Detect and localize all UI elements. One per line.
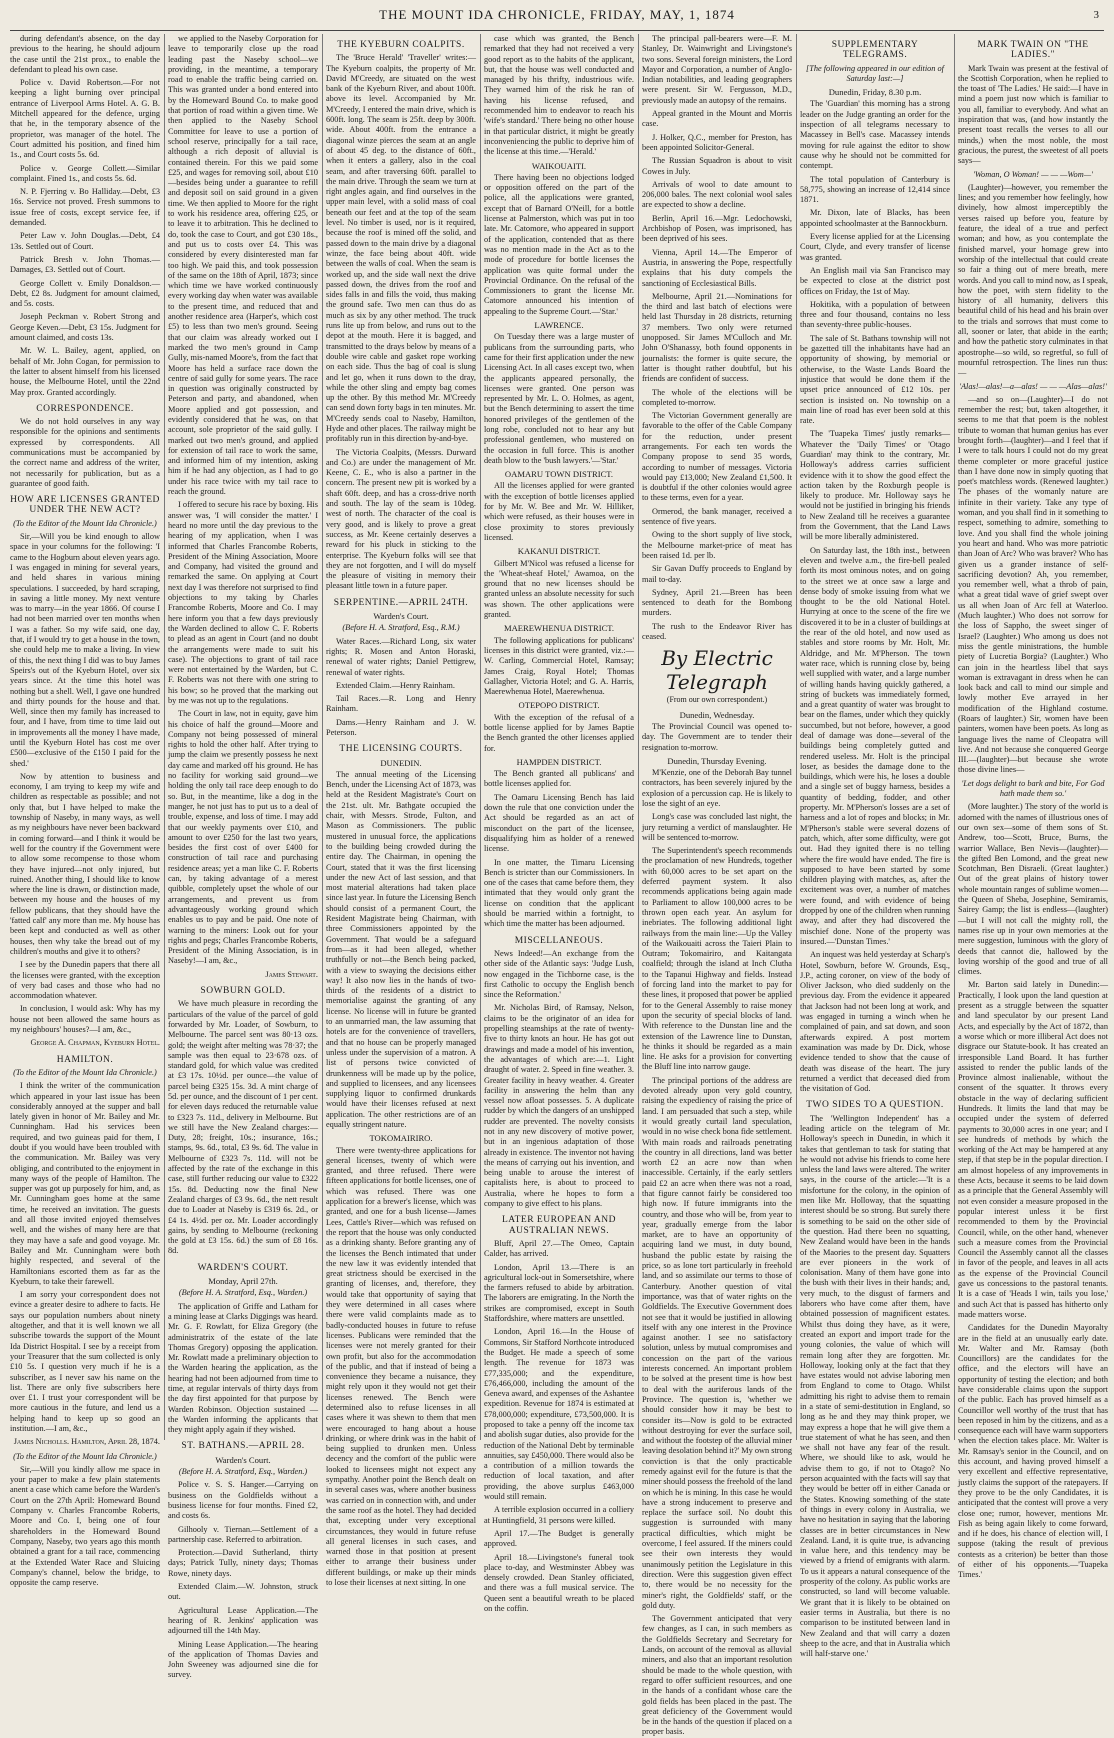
section-subheading: Dunedin, Wednesday. xyxy=(679,709,755,720)
paragraph: The principal pall-bearers were—F. M. Stanley, Dr. Wainwright and Livingstone's two sons. Several foreign ministers, the Lord Mayor and Corporation, a number of Anglo-Indian notabilities, and leading geographers were present. Sir W. Fergusson, M.D., previously made an autopsy of the remains. xyxy=(642,34,792,105)
column-divider xyxy=(638,34,639,1440)
article-headline: SERPENTINE.—APRIL 24TH. xyxy=(333,597,469,608)
article-headline: THE LICENSING COURTS. xyxy=(339,744,463,755)
paragraph: Now by attention to business and economy, I am trying to keep my wife and children as respectable as possible; and not only that, but I have helped to make the township of Naseby, in many ways, as well as my neighbours have never been backward in coming forward—and I think it would be well for the country if the Government were to allow some recompense to those whom they have injured—not only injured, but ruined. Another thing, I should like to know where the line is drawn, or distinction made, between my house and the houses of my fellow publicans, that they should have the 'fatted calf' any more than me. My house has been kept and conducted as well as other houses, then why take the bread out of my children's mouths and give it to others? xyxy=(10,771,160,956)
editorial-note: (Before H. A. Stratford, Esq., Warden.) xyxy=(178,1288,308,1298)
paragraph: Agricultural Lease Application.—The hearing of R. Jenkins' application was adjourned till the 14th May. xyxy=(168,1605,318,1636)
paragraph: Gilbert M'Nicol was refused a license for the 'Wheat-sheaf Hotel,' Awamoa, on the ground that no new licenses should be granted unless an absolute necessity for such was shown. The other applications were granted. xyxy=(484,558,634,620)
paragraph: we applied to the Naseby Corporation for leave to temporarily close up the road leading past the Naseby school—we providing, in the meantime, a temporary road to enable the traffic being carried on. This was granted under a bond entered into by the Homeward Bound Co. to make good that portion of road within a given time. We then applied to the Naseby School Committee for leave to use a portion of school reserve, principally for a tail race, although a rich deposit of alluvial is contained therein. For this we paid some £25, and wages for removing soil, about £10—besides being under a guarantee to refill and deposit soil on said ground in a given time. We then applied to Moore for the right to work his residence area, offering £25, or to leave it to arbitration. This he declined to do, took the case to Court, and got £30 18s., and put us to costs over £4. This was considered by every disinterested man far too high. We paid this, and took possession of the same on the 18th of April, 1873; since which time we have worked continuously every working day when water was available to the present time, and reduced that and another residence area (Harper's, which cost £5) to less than two men's ground. Seeing that our claim was already worked out I marked the two men's ground in Camp Gully, mis-named Moore's, from the fact that Moore has held a surface race down the centre of said gully for some years. The race in question was originally constructed by Peterson and party, and abandoned, when Moore applied and got possession, and evidently considered that he was, on that account, sole proprietor of the said gully. I marked out two men's ground, and applied for extension of tail race to work the same, and informed him of my intention, asking him if he had any objection, as I had to go under his race twice with my tail race to reach the ground. xyxy=(168,34,318,497)
paragraph: Police v. S. S. Hanger.—Carrying on business on the Goldfields without a business license for four months. Fined £2, and costs 6s. xyxy=(168,1480,318,1521)
column-6 xyxy=(800,34,950,1659)
article-headline: THE KYEBURN COALPITS. xyxy=(337,40,465,50)
column-7 xyxy=(958,34,1108,1580)
section-subheading: DUNEDIN. xyxy=(380,757,422,768)
article-headline: HOW ARE LICENSES GRANTED UNDER THE NEW ACT? xyxy=(10,495,160,516)
paragraph: The Government anticipated that very few changes, as I can, in such members as the Goldfields Secretary and Secretary for Lands, on account of the removal as alluvial miners, and also that an important resolution should be made to the whole question, with regard to offer sufficient resources, and one in the hands of a confidant whose care the gold fields has been placed in the past. The great deficiency of the Government would be in the hands of the question if placed on a proper basis. xyxy=(642,1614,792,1737)
paragraph: Ormerod, the bank manager, received a sentence of five years. xyxy=(642,506,792,527)
article-headline: MISCELLANEOUS. xyxy=(514,935,604,946)
section-subheading: Warden's Court. xyxy=(215,1454,271,1465)
paragraph: The 'Bruce Herald' 'Traveller' writes:—The Kyeburn coalpits, the property of Mr. David M'Creedy, are situated on the west bank of the Kyeburn River, and about 100ft. above its level. Accompanied by Mr. M'Creedy, I entered the main drive, which is 600ft. long. The seam is 25ft. deep by 300ft. wide. About 400ft. from the entrance a diagonal winze pierces the seam at an angle of about 45 deg. to the distance of 60ft., when it enters a gallery, also in the coal seam, and after traversing 60ft. parallel to the main drive. Through the seam we turn at right angles again, and find ourselves in the upper main level, with a solid mass of coal beneath our feet and at the top of the seam level. No timber is used, nor is it required, because the roof is mined off the solid, and passed down to the main drive by a diagonal winze, the face being about 40ft. wide between the walls of coal. When the seam is worked up, and the side wall next the drive passed down, the drives from the roof and sides falls in and fills the void, thus making the ground safe. Two men can thus do as much as six by any other method. The truck runs lite up from below, and runs out to the depot at the mouth. Here it is bagged, and transmitted to the drays below by means of a double wire cable and gasket rope working on each side. Thus the bag of coal is slung and let go, when it runs down to the dray, while the other sling and empty bag comes up the other. By this method Mr. M'Creedy can send down forty bags in ten minutes. Mr. M'Creedy sends coal to Naseby, Hamilton, Hyde and other places. The railway might be profitably run in this direction by-and-bye. xyxy=(326,53,476,444)
editorial-note: 'Let dogs delight to bark and bite, For God hath made them so.' xyxy=(961,778,1105,799)
paragraph: George Collett v. Emily Donaldson.—Debt, £2 8s. Judgment for amount claimed, and 5s. costs. xyxy=(10,278,160,309)
paragraph: Berlin, April 16.—Mgr. Ledochowski, Archbishop of Posen, was imprisoned, has been deprived of his sees. xyxy=(642,213,792,244)
column-1 xyxy=(10,34,161,1588)
paragraph: Mr. Dixon, late of Blacks, has been appointed schoolmaster at the Bannockburn. xyxy=(800,208,950,228)
paragraph: Sir,—Will you be kind enough to allow space in your columns for the following: 'I came to the Hogburn about eleven years ago. I was engaged in mining for several years, and held shares in various mining speculations. I succeeded, by hard scraping, in saving a little money. My next venture was to marry—in the year 1866. Of course I had not been married over ten months when I was a father. So my wife said, one day, that, if I would try to get a house in the town, she could help me to make a living. In view of this, the next thing I did was to buy James Speirs's out of the Kyeburn Hotel, over six years since. At the time this hotel was nothing but a shell. Well, I gave one hundred and thirty pounds for the house and that. Well, since then my family has increased to four, and I have, from time to time laid out in improvements all the money I have made, until the Kyeburn Hotel has cost me over £500—exclusive of the £150 I paid for the shed.' xyxy=(10,532,161,768)
paragraph: A terrible explosion occurred in a colliery at Huntingfield, 31 persons were killed. xyxy=(484,1505,634,1525)
paragraph: The 'Wellington Independent' has a leading article on the telegram of Mr. Holloway's speech in Dunedin, in which it takes that gentleman to task for stating that he would not advise his friends to come here unless the land laws were altered. The writer says, in the course of the article:—'It is a misfortune for the colony, in the opinion of men like Mr. Holloway, that the squatting interest should be so strong. But surely there is something to be said on the other side of the question. Had there been no squatting, New Zealand would have been in the hands of the Maories to the present day. Squatters are ever pioneers in the work of colonisation. Many of them have gone into the bush with their lives in their hands; and, very much, to the disgust of farmers and laborers who have come after them, have obtained possession of magnificent estates. Whilst thus doing they have, as it were, created an export and import trade for the young colonies, the value of which will remain long after they are forgotten. Mr. Holloway, looking only at the fact that they have estates would not advise laboring men from England to come to Otago. Whilst admitting his right to advise them to remain in a state of semi-destitution in England, so long as he and they may think proper, we may express a hope that he will give them a true statement of what he has seen, and then we shall not have any fear of the result. Where, we should like to ask, would he advise them to go, if not to Otago? No person acquainted with the facts will say that they would be better off in either Canada or the States. Knowing something of the state of things in every colony in Australia, we have no hesitation in saying that the laboring classes are in better circumstances in New Zealand. Land, it is quite true, is advancing in value here, and this tendency may be viewed by a friend of emigrants with alarm. To us it appears a natural consequence of the prosperity of the colony. As public works are constructed, so land will become valuable. We grant that it is likely to be obtained on easier terms in Australia, but there is no comparison to be instituted between land in New Zealand and that will carry a dozen sheep to the acre, and that in Australia which will half-starve one.' xyxy=(800,1113,950,1659)
editorial-note: (To the Editor of the Mount Ida Chronicle.) xyxy=(13,518,157,528)
telegraph-banner: By Electric Telegraph xyxy=(661,646,773,695)
paragraph: Protection.—David Sutherland, thirty days; Patrick Tully, ninety days; Thomas Rowe, ninety days. xyxy=(168,1548,318,1578)
column-divider xyxy=(480,34,481,1440)
paragraph: Tail Races.—R. Long and Henry Rainham. xyxy=(326,694,476,714)
article-headline: ST. BATHANS.—APRIL 28. xyxy=(181,1441,305,1452)
paragraph: Gilhooly v. Tiernan.—Settlement of a partnership case. Referred to arbitration. xyxy=(168,1524,318,1544)
paragraph: Mr. Nicholas Bird, of Ramsay, Nelson, claims to be the originator of an idea for propelling steamships at the rate of twenty-five to thirty knots an hour. He has got out drawings and made a model of his invention, the advantages of which are:—1. Light draught of water. 2. Speed in fine weather. 3. Greater facility in heavy weather. 4. Greater facility in answering the helm than any vessel now afloat possesses. 5. A duplicate rudder by which the dangers of an unshipped rudder are prevented. The novelty consists not in any new discovery of motive power, but in an ingenious adaptation of those already in existence. The inventor not having the means of carrying out his invention, and being unable to arouse the interest of capitalists here, is about to proceed to Australia, where he hopes to form a company to give effect to his plans. xyxy=(484,1003,634,1209)
paragraph: With the exception of the refusal of a bottle license applied for by James Baptie the Bench granted the other licenses applied for. xyxy=(484,712,634,753)
paragraph: The following applications for publicans' licenses in this district were granted, viz.:—W. Carling, Commercial Hotel, Ramsay; James Craig, Royal Hotel; Thomas Gallagher, Victoria Hotel; and G. A. Harris, Maerewhenua Hotel, Maerewhenua. xyxy=(484,635,634,697)
editorial-note: [The following appeared in our edition of Saturday last:—] xyxy=(806,63,944,83)
article-headline: WARDEN'S COURT. xyxy=(197,1262,289,1273)
article-headline: HAMILTON. xyxy=(56,1054,114,1065)
paragraph: Extended Claim.—W. Johnston, struck out. xyxy=(168,1582,318,1602)
editorial-note: (Before H. A. Stratford, Esq., R.M.) xyxy=(342,623,460,633)
paragraph: April 17.—The Budget is generally approved. xyxy=(484,1528,634,1549)
paragraph: (Laughter)—however, you remember the lines; and you remember how feelingly, how divinely, how almost imperceptibly the verses raised up before you, feature by feature, the ideal of a true and perfect woman; and how, as you contemplate the finished marvel, your homage grew into worship of the intellectual that could create so fair a thing out of mere breath, mere words. And you call to mind now, as I speak, how the poet, with stern fidelity to the history of all humanity, delivers this beautiful child of his head and his brain over to the trials and sorrows that must come to all, sooner or later, that abide in the earth; and how the pathetic story culminates in that apostrophe—so wild, so regretful, so full of mournful retrospection. The lines run thus:— xyxy=(958,182,1108,378)
paragraph: Long's case was concluded last night, the jury returning a verdict of manslaughter. He will be sentenced to-morrow. xyxy=(642,812,792,842)
paragraph: —and so on—(Laughter)—I do not remember the rest; but, taken altogether, it seems to me that that poem is the noblest tribute to woman that human genius has ever brought forth—(laughter)—and I feel that if I were to talk hours I could not do my great theme completer or more graceful justice than I have done now in simply quoting that poet's matchless words. (Renewed laughter.) The phases of the womanly nature are infinite in their variety. Take any type of woman, and you shall find in it something to respect, something to admire, something to love. And you shall find the whole joining you heart and hand. Who was more patriotic than Joan of Arc? Who was braver? Who has given us a grander instance of self-sacrificing devotion? Ah, you remember, you remember well, what a throb of pain, what a great tidal wave of grief swept over us all when Joan of Arc fell at Waterloo. (Much laughter.) Who does not sorrow for the loss of Sappho, the sweet singer of Israel? (Laughter.) Who among us does not miss the gentle ministrations, the humble piety of Lucretia Borgia? (Laughter.) Who can join in the heartless libel that says woman is extravagant in dress when he can look back and call to mind our simple and lowly mother Eve arrayed in her modification of the Highland costume. (Roars of laughter.) Sir, women have been painters, women have been poets. As long as language lives the name of Cleopatra will live. And not because she conquered George III.—(laughter)—but because she wrote those divine lines— xyxy=(958,394,1108,775)
paragraph: The Superintendent's speech recommends the proclamation of new Hundreds, together with 60,000 acres to be set apart on the deferred payment system. It also recommends applications being again made to Parliament to allow 100,000 acres to be thrown open each year. An asylum for inebriates. The following additional light railways from the main line:—Up the Valley of the Waikouaiti across the Taieri Plain to Outram; Tokomairiro, and Kaitangata coalfield; through the island at Inch Clutha to the Tapanui Highway and fields. Instead of forcing land into the market to pay for these lines, it proposed that power be applied for to the General Assembly to raise money upon the security of special blocks of land. With reference to the Dunstan line and the extension of the Lawrence line to Dunstan, he thinks it should be regarded as a main line. He asks for a provision for converting the Bluff line into narrow gauge. xyxy=(642,846,792,1072)
paragraph: The principal portions of the address are devoted already upon very gold country, raising the expediency of raising the price of land. I am persuaded that such a step, while it would greatly curtail land speculation, would in no wise check bona fide settlement. With main roads and railroads penetrating the country in all directions, land was better worth £2 an acre now than when inaccessible. Certainly, if the early settlers paid £2 an acre when there was not a road, that figure cannot fairly be considered too high now. If future immigrants into the country, and those who will be, from year to year, gradually emerge from the labor market, are to have an opportunity of acquiring land we must, in duty bound, husband the public estate by raising the price, so as lone tort particularly in freehold land, and so assimilate our terms to those of Canterbury. Another question of vital importance, was that of water rights on the Goldfields. The Executive Government does not see that it would be justified in allowing itself with any one interest in the Province against another. I see no satisfactory solution, unless by mutual compromises and concession on the part of the various interests concerned. An important problem to be solved at the present time is how best to deal with the auriferous lands of the Province. The question is, 'whether we should consider how it may be best to consider its—Now is gold to be extracted without destroying for ever the surface soil, and without the footstep of the alluvial miner leaving desolation behind it?' My own strong conviction is that the only practicable remedy against evil for the future is that the miner should possess the freehold of the land on which he is mining. In this case he would have a strong inducement to preserve and replace the surface soil. No doubt this suggestion is surrounded with many practical difficulties, which might be overcome, I feel assured. If the miners could see their own interests they would unanimously petition the Legislature in this direction. Were this suggestion given effect to, there would be no necessity for the miner's right, the Goldfields' staff, or the gold duty. xyxy=(642,1075,793,1610)
paragraph: The Victorian Government generally are favorable to the offer of the Cable Company for the reduction, under present arrangements. For each ten words the Company propose to send 35 words, according to number of messages. Victoria would pay £13,000; New Zealand £1,500. It is doubtful if the other colonies would agree to these terms, even for a year. xyxy=(642,411,792,503)
paragraph: Owing to the short supply of live stock, the Melbourne market-price of meat has been raised 1d. per lb. xyxy=(642,530,792,560)
paragraph: Vienna, April 14.—The Emperor of Austria, in answering the Pope, respectfully explains that his duty compels the sanctioning of Ecclesiastical Bills. xyxy=(642,247,792,288)
article-headline: CORRESPONDENCE. xyxy=(36,403,134,414)
paragraph: J. Holker, Q.C., member for Preston, has been appointed Solicitor-General. xyxy=(642,132,792,152)
column-5 xyxy=(642,34,793,1737)
paragraph: The application of Griffe and Latham for a mining lease at Clarks Diggings was heard. Mr. G. F. Rowlatt, for Eliza Gregory (the administratrix of the estate of the late Thomas Gregory) opposing the application. Mr. Rowlatt made a preliminary objection to the Warden hearing the application, as the hearing had not been adjourned from time to time, at regular intervals of thirty days from the day first appointed for that purpose by Warden Robinson. Objection sustained — the Warden informing the applicants that they might apply again if they wished. xyxy=(168,1301,318,1435)
paragraph: London, April 16.—In the House of Commons, Sir Stafford Northcote introduced the Budget. He made a speech of some length. The revenue for 1873 was £77,335,000; and the expenditure, £76,466,000, including the amount of the Geneva award, and expenses of the Ashantee expedition. Revenue for 1874 is estimated at £78,000,000; expenditure, £73,500,000. It is proposed to take a penny off the income tax and abolish sugar duties, also provide for the reduction of the National Debt by terminable annuities, say £450,000. There would also be a contribution of a million towards the reduction of local taxation, and after providing, the above surplus £463,000 would still remain. xyxy=(484,1327,634,1502)
paragraph: Police v. George Collett.—Similar complaint. Fined 1s., and costs 5s. 6d. xyxy=(10,163,160,183)
paragraph: An English mail via San Francisco may be expected to close at the district post offices on Friday, the 1st of May. xyxy=(800,265,950,296)
paragraph: I see by the Dunedin papers that there all the licenses were granted, with the exception of very bad cases and those who had no accommodation whatever. xyxy=(10,960,160,1001)
article-headline: TWO SIDES TO A QUESTION. xyxy=(806,1100,944,1111)
paragraph: We have much pleasure in recording the particulars of the value of the parcel of gold forwarded by Mr. Loader, of Sowburn, to Melbourne. The parcel sent was 80·13 ozs. gold; the weight after melting was 78·37; the sample was then equal to 23·678 ozs. of standard gold, for which value was credited at £3 17s. 10½d. per ounce—the value of parcel being £325 15s. 3d. A mint charge of 5d. per ounce, and the discount of 1 per cent. for eleven days reduced the returnable value to £323 7s. 11d., delivery in Melbourne. But we still have the New Zealand charges:—Duty, 28; freight, 10s.; insurance, 16s.; stamps, 9s. 6d., total, £3 9s. 6d. The value in Melbourne of £323 7s. 11d. will not be affected by the rate of the exchange in this case, still further reducing our value to £322 15s. 8d. Deducting now the final New Zealand charges of £3 9s. 6d., the nett result due to Loader at Naseby is £319 6s. 2d., or £4 1s. 4½d. per oz. Mr. Loader accordingly gains, by sending to Melbourne (reckoning the gold at £3 15s. 6d.) the sum of £8 16s. 8d. xyxy=(168,999,318,1256)
paragraph: Patrick Bresh v. John Thomas.—Damages, £3. Settled out of Court. xyxy=(10,254,160,275)
paragraph: I think the writer of the communication which appeared in your last issue has been considerably annoyed at the supper and ball lately given in honor of Mr. Bailey and Mr. Cunningham. Had his services been required, and two guineas paid for them, I doubt if you would have been troubled with the communication. Mr. Bailey was very obliging, and contributed to the enjoyment in many ways of the people of Hamilton. The supper was got up purposely for him, and, as Mr. Cunningham goes home at the same time, he received an invitation. The guests and all those invited enjoyed themselves well, and the wishes of many here are that they may have a safe and good voyage. Mr. Bailey and Mr. Cunningham were both highly respected, and several of the Hamiltonians escorted them as far as the Kyeburn, to take their farewell. xyxy=(10,1081,161,1286)
column-divider xyxy=(796,34,797,1440)
paragraph: Arrivals of wool to date amount to 206,000 bales. The next colonial wool sales are expected to show a decline. xyxy=(642,179,792,210)
paragraph: The Bench granted all publicans' and bottle licenses applied for. xyxy=(484,769,634,789)
column-4 xyxy=(484,34,634,1614)
paragraph: An inquest was held yesterday at Scharp's Hotel, Sowburn, before W. Grounds, Esq., J.P., acting coroner, on view of the body of Oliver Jackson, who died suddenly on the previous day. From the evidence it appeared that Jackson had not been long at work, and was engaged in turning a winch when he complained of pain, and sat down, and soon afterwards expired. A post mortem examination was made by Dr. Dick, whose evidence tended to show that the cause of death was disease of the heart. The jury returned a verdict that deceased died from the visitation of God. xyxy=(800,950,950,1094)
paragraph: Police v. David Robertson.—For not keeping a light burning over principal entrance of Liverpool Arms Hotel. A. G. B. Mitchell appeared for the defence, urging that he, in the temporary absence of the proprietor, was manager of the hotel. The Court admitted his position, and fined him 1s., and Court costs 5s. 6d. xyxy=(10,78,160,160)
editorial-note: (To the Editor of the Mount Ida Chronicle.) xyxy=(13,1067,157,1077)
section-subheading: OTEPOPO DISTRICT. xyxy=(518,700,600,711)
signature: James Stewart. xyxy=(265,969,318,979)
paragraph: I offered to secure his race by boxing. His answer was, 'I will consider the matter.' I heard no more until the day previous to the hearing of my application, when I was informed that Charles Francombe Roberts, President of the Mining Association, Moore and Company, had visited the ground and remarked the same. On applying at Court next day I was therefore not surprised to find objections to my taking by Charles Francombe Roberts, Moore and Co. I may here inform you that a few days previously the Warden declined to allow C. F. Roberts to plead as an agent in Court (and no doubt the arrangements were made to suit his case). The objections to grant of tail race were not entertained by the Warden, but C. F. Roberts was not there with one string to his bow; so he proved that the marking out by me was not up to the regulations. xyxy=(168,500,318,705)
paragraph: Appeal granted in the Mount and Morris case. xyxy=(642,109,792,129)
paragraph: All the licenses applied for were granted with the exception of bottle licenses applied for by Mr. W. Bee and Mr. W. Hilliker, which were refused, as their houses were in close proximity to stores previously licensed. xyxy=(484,481,634,542)
article-headline: LATER EUROPEAN AND AUSTRALIAN NEWS. xyxy=(501,1215,617,1236)
paragraph: Hokitika, with a population of between three and four thousand, contains no less than seventy-three public-houses. xyxy=(800,299,950,330)
section-subheading: LAWRENCE. xyxy=(534,320,584,331)
paragraph: Extended Claim.—Henry Rainham. xyxy=(336,680,455,690)
paragraph: The total population of Canterbury is 58,775, showing an increase of 12,414 since 1871. xyxy=(800,174,950,205)
paragraph: In conclusion, I would ask: Why has my house not been allowed the same hours as my neighbours' houses?—I am, &c., xyxy=(10,1004,160,1035)
masthead xyxy=(0,0,1114,30)
paragraph: The Victoria Coalpits, (Messrs. Durward and Co.) are under the management of Mr. Keene, C. E., who is also a partner in the concern. The present new pit is worked by a shaft 60ft. deep, and has a cross-drive north and south. The lay of the seam is 10deg. west of north. The character of the coal is very good, and is likely to prove a great success, as Mr. Keene certainly deserves a reward for his pluck in sticking to the enterprise. The Kyeburn folks will see that they are not forgotten, and I will do myself the pleasure of visiting in memory their pleasant little town in a future paper. xyxy=(326,447,476,591)
section-subheading: HAMPDEN DISTRICT. xyxy=(516,756,602,767)
section-subheading: KAKANUI DISTRICT. xyxy=(517,546,601,557)
section-subheading: Dunedin, Friday, 8.30 p.m. xyxy=(828,87,922,98)
column-divider xyxy=(164,34,165,1440)
editorial-note: (To the Editor of the Mount Ida Chronicle.) xyxy=(13,1451,157,1461)
section-subheading: Dunedin, Thursday Evening. xyxy=(667,755,767,766)
section-subheading: Warden's Court. xyxy=(373,611,429,622)
editorial-note: (Before H. A. Stratford, Esq., Warden.) xyxy=(178,1467,308,1477)
telegraph-banner-sub: (From our own correspondent.) xyxy=(666,695,768,705)
masthead-rule xyxy=(10,30,1104,31)
section-subheading: TOKOMAIRIRO. xyxy=(369,1133,433,1144)
paragraph: The Oamaru Licensing Bench has laid down the rule that one conviction under the Act should be regarded as an act of misconduct on the part of the licensee, disqualifying him as holder of a renewed license. xyxy=(484,792,634,854)
masthead-title: THE MOUNT IDA CHRONICLE, FRIDAY, MAY, 1, 1874 xyxy=(379,7,735,22)
column-divider xyxy=(322,34,323,1440)
editorial-note: 'Alas!—alas!—a—alas! — — —Alas—alas!' xyxy=(959,381,1107,391)
section-subheading: Monday, April 27th. xyxy=(208,1276,278,1287)
section-subheading: MAEREWHENUA DISTRICT. xyxy=(503,623,615,634)
paragraph: The Provincial Council was opened to-day. The Government are to tender their resignation to-morrow. xyxy=(642,721,792,752)
paragraph: There were twenty-three applications for general licenses, twenty of which were granted, and three refused. There were fifteen applications for bottle licenses, one of which was refused. There was one application for a brewer's license, which was granted, and one for a bush license—James Lees, Cattle's River—which was refused on the report that the house was only conducted as a drinking shanty. Before granting any of the licenses the Bench intimated that under the new law it was evidently intended that great strictness should be exercised in the granting of licenses, and, therefore, they would take that opportunity of saying that they were determined in all cases where there were valid complaints made as to badly-conducted houses in future to refuse licenses. Publicans were reminded that the licenses were not merely granted for their own profit, but also for the accommodation of the public, and that if instead of being a convenience they became a nuisance, they might rely upon it they would not get their licenses renewed. The Bench were determined also to refuse licenses in all cases where it was shewn to them that men were encouraged to hang about a house drinking, or where drink was in the habit of being supplied to drunken men. Unless decency and the comfort of the public were looked to licensees might not expect any sympathy. Another point the Bench dealt on in several cases was, where another business was carried on in connection with, and under the same roof as the hotel. They had decided that, excepting under very exceptional circumstances, they would in future refuse all general licenses in such cases, and warned those in that position at present either to arrange their business under different buildings, or make up their minds to lose their licenses at next sitting. In one xyxy=(326,1145,476,1588)
paragraph: Joseph Peckman v. Robert Strong and George Keven.—Debt, £3 15s. Judgment for amount claimed, and costs 13s. xyxy=(10,312,160,343)
paragraph: The 'Tuapeka Times' justly remarks—Whatever the 'Daily Times' or 'Otago Guardian' may think to the contrary, Mr. Holloway's address carries sufficient evidence with it to show the good effect the action taken by the Roxburgh people is likely to produce. Mr. Holloway says he would not be justified in bringing his friends to New Zealand till he receives a guarantee from the Government, that the Land Laws will be more liberally administered. xyxy=(800,429,950,542)
paragraph: The rush to the Endeavor River has ceased. xyxy=(642,621,792,642)
signature: George A. Chapman, Kyeburn Hotel. xyxy=(30,1038,160,1048)
paragraph: Sir,—Will you kindly allow me space in your paper to make a few plain statements anent a case which came before the Warden's Court on the 27th April: Homeward Bound Company v. Charles Francombe Roberts, Moore and Co. I, being one of four shareholders in the Homeward Bound Company, Naseby, two years ago this month obtained a grant for a tail race, commencing at the Extended Water Race and Sluicing Company's channel, below the bridge, to opposite the camp reserve. xyxy=(10,1464,160,1588)
paragraph: London, April 13.—There is an agricultural lock-out in Somersetshire, where the farmers refused to abide by arbitration. The laborers are emigrating. In the North the strikes are compromised, except in South Staffordshire, where matters are unsettled. xyxy=(484,1262,634,1324)
paragraph: April 18.—Livingstone's funeral took place to-day, and Westminster Abbey was densely crowded. Dean Stanley officiated, and there was a full musical service. The Queen sent a beautiful wreath to be placed on the coffin. xyxy=(484,1552,634,1614)
paragraph: Every license applied for at the Licensing Court, Clyde, and every transfer of license was granted. xyxy=(800,232,950,262)
paragraph: case which was granted, the Bench remarked that they had not received a very good report as to the habits of the applicant, but, that the house was well conducted and managed by his thrifty, industrious wife. They warned him of the risk he ran of having his license refused, and recommended him to endeavor to reach his 'wife's standard.' There being no other house in that particular district, it might be greatly inconveniencing the public to deprive him of the license at this time.—'Herald.' xyxy=(484,34,634,157)
paragraph: We do not hold ourselves in any way responsible for the opinions and sentiments expressed by correspondents. All communications must be accompanied by the correct name and address of the writer, not necessarily for publication, but as a guarantee of good faith. xyxy=(10,417,160,488)
paragraph: On Saturday last, the 18th inst., between eleven and twelve a.m., the fire-bell pealed forth its most ominous notes, and on going to the street we at once saw a large and dense body of smoke issuing from what we thought to be the old National Hotel. Hurrying at once to the scene of the fire we discovered it to be in a cluster of buildings at the rear of the old hotel, and now used as stables and store rooms by Mr. Holt, Mr. Aldridge, and Mr. M'Pherson. The town water race, which is running close by, being well supplied with water, and a large number of willing hands having quickly gathered, a string of buckets was immediately formed, and a great quantity of water was brought to bear on the flames, under which they quickly succumbed, but not before, however, a good deal of damage was done—several of the buildings being completely gutted and rendered useless. Mr. Holt is the principal loser, as besides the damage done to the buildings, which were his, he loses a double and a single set of buggy harness, besides a quantity of bedding, fodder, and other property. Mr. M'Pherson's losses are a set of harness and a lot of ropes and blocks; in Mr. M'Pherson's stable were several dozens of patch, which, after some difficulty, were got out. Had they ignited there is no telling where the fire would have ended. The fire is supposed to have been started by some children playing with matches, as, after the excitement was over, a number of matches were found, and with evidence of being dropped by one of the children when running away, and after they had discovered the mischief done. None of the property was insured.—'Dunstan Times.' xyxy=(800,545,950,946)
paragraph: There having been no objections lodged or opposition offered on the part of the police, all the applications were granted, except that of Barnard O'Neill, for a bottle license at Palmerston, which was put in too late. Mr. Catomore, who appeared in support of the application, contended that as there was no mention made in the Act as to the mode of procedure for bottle licenses the application was quite formal under the Provincial Ordinance. On the refusal of the Commissioners to grant the license Mr. Catomore announced his intention of appealing to the Supreme Court.—'Star.' xyxy=(484,172,634,316)
paragraph: Mr. Barton said lately in Dunedin:—Practically, I look upon the land question at present as a struggle between the squatter and land speculator by our present Land Acts, and especially by the Act of 1872, than a worse which or more illiberal Act does not disgrace our Statute-book. It has created an irresponsible Land Board. It has further assisted to render the public lands of the Province almost inalienable, without the consent of the squatter. It throws every obstacle in the way of declaring sufficient Hundreds. It limits the land that may be occupied under the system of deferred payments to 30,000 acres in one year; and I see hundreds of methods by which the working of the Act may be hampered at any step, if that step be in the popular direction. I am almost hopeless of any improvements in these Acts, because it seems to be laid down as a principle that the General Assembly will not even consider a measure proposed in the popular interest unless it be first recommended to them by the Provincial Council, while, on the other hand, whenever such a measure comes from the Provincial Council the Assembly cannot all the classes in favor of the people, and leaves in all acts as the expense of the Provincial Council gave us concessions to the pastoral tenants. It is a case of 'Heads I win, tails you lose,' and such Act that is passed has hitherto only made matters worse. xyxy=(958,980,1108,1319)
paragraph: The sale of St. Bathans township will not be gazetted till the inhabitants have had an opportunity of showing, by memorial or otherwise, to the Waste Lands Board the injustice that would be done them if the upset price announced of £12 10s. per section is insisted on. No township on a main line of road has ever been sold at this rate. xyxy=(800,333,950,426)
paragraph: The annual meeting of the Licensing Bench, under the Licensing Act of 1873, was held at the Resident Magistrate's Court on the 21st. ult. Mr. Bathgate occupied the chair, with Messrs. Strode, Fulton, and Mason as Commissioners. The public mustered in unusual force, the applications to the building being crowded during the entire day. The Chairman, in opening the Court, stated that it was the first licensing under the new Act of last session, and that most material alterations had taken place since last year. In future the Licensing Bench should consist of a permanent Court, the Resident Magistrate being Chairman, with three Commissioners appointed by the Government. That would be a safeguard from—as it had been alleged, whether truthfully or not—the Bench being packed, with a view to swaying the decisions either way! It also now lies in the hands of two-thirds of the residents of a district to memorialise against the granting of any license. No license will in future be granted to an unmarried man, the law assuming that hotels are for the convenience of travellers, and that no house can be properly managed unless under the supervision of a matron. A list of persons twice convicted of drunkenness will be made up by the police, and supplied to licensees, and any licensees supplying liquor to confirmed drunkards would have their licenses refused at next application. The other restrictions are of an equally stringent nature. xyxy=(326,769,476,1129)
column-divider xyxy=(954,34,955,1440)
paragraph: (More laughter.) The story of the world is adorned with the names of illustrious ones of our own sex—some of them sons of St. Andrew, too—Scott, Bruce, Burns, the warrior Wallace, Ben Nevis—(laughter)—the gifted Ben Lomond, and the great new Scotchman, Ben Disraeli. (Great laughter.) Out of the great plains of history tower whole mountain ranges of sublime women—the Queen of Sheba, Josephine, Semiramis, Sairey Gamp; the list is endless—(laughter)—but I will not call the mighty roll, the names rise up in your own memories at the mere suggestion, luminous with the glory of deeds that cannot die, hallowed by the loving worship of the good and true of all climes. xyxy=(958,802,1108,977)
page-number: 3 xyxy=(1093,9,1100,21)
paragraph: News Indeed!—An exchange from the other side of the Atlantic says: 'Judge Lush, now engaged in the Tichborne case, is the first Catholic to occupy the English bench since the Reformation.' xyxy=(484,948,634,1000)
paragraph: The Court in law, not in equity, gave him his choice of half the ground—Moore and Company not being possessed of mineral rights to hold the other half. After trying to jump the claim we presently possess he next day came and marked off his ground. He has no facility for working said ground—we holding the only tail race deep enough to do so. But, in the meantime, like a dog in the manger, he not just has to put us to a deal of trouble, expense, and loss of time. I may add that our weekly payments over £10, and amount to over £250 for the last two years, besides the first cost of over £400 for construction of tail race and purchasing residence areas; yet a man like C. F. Roberts can, by taking advantage of a merest quibble, completely upset the whole of our arrangements, and prevent us from advantageously working ground which enables us to pay and be paid. One note of warning to the miners: Look out for your rights and pegs; Charles Francombe Roberts, President of the Mining Association, is in Naseby!—I am, &c., xyxy=(168,709,318,966)
paragraph: Mark Twain was present at the festival of the Scottish Corporation, when he replied to the toast of 'The Ladies.' He said:—I have in mind a poem just now which is familiar to you all, familiar to everybody. And what an inspiration that was, (and how instantly the present toast recalls the verses to all our minds,) when the most noble, the most gracious, the purest, the sweetest of all poets says— xyxy=(958,63,1108,166)
section-subheading: WAIKOUAITI. xyxy=(531,160,587,171)
paragraph: On Tuesday there was a large muster of publicans from the surrounding parts, who came for their first application under the new Licensing Act. In all cases except two, when the applicants appeared personally, the licenses were granted. One person was represented by Mr. L. O. Holmes, as agent, but the Bench determining to assert the time honored privileges of the gentlemen of the long robe, concluded not to hear any but professional gentlemen, who mustered on the occasion in full force. This is another death blow to the 'bush lawyers.'—'Star.' xyxy=(484,332,634,465)
column-2 xyxy=(168,34,318,1680)
editorial-note: 'Woman, O Woman! — — —Wom—' xyxy=(973,169,1093,179)
paragraph: Peter Law v. John Douglas.—Debt, £4 13s. Settled out of Court. xyxy=(10,231,160,251)
paragraph: The whole of the elections will be completed to-morrow. xyxy=(642,387,792,407)
paragraph: M'Kenzie, one of the Deborah Bay tunnel contractors, has been severely injured by the explosion of a percussion cap. He is likely to lose the sight of an eye. xyxy=(642,768,792,808)
paragraph: I am sorry your correspondent does not evince a greater desire to adhere to facts. He says our population numbers about ninety altogether, and that it is well known we all subscribe towards the support of the Mount Ida District Hospital. I see by a receipt from your Treasurer that the sum collected is only £10 5s. I question very much if he is a subscriber, as I never saw his name on the list. There are only five subscribers here over £1. I trust your correspondent will be more cautious in the future, and lend us a helping hand to keep up so good an institution.—I am, &c., xyxy=(10,1290,160,1433)
paragraph: Bluff, April 27.—The Omeo, Captain Calder, has arrived. xyxy=(484,1238,634,1259)
section-subheading: OAMARU TOWN DISTRICT. xyxy=(504,469,614,480)
paragraph: Sydney, April 21.—Breen has been sentenced to death for the Bombong murders. xyxy=(642,587,792,618)
article-headline: SOWBURN GOLD. xyxy=(200,986,286,997)
paragraph: Dams.—Henry Rainham and J. W. Peterson. xyxy=(326,717,476,737)
paragraph: during defendant's absence, on the day previous to the hearing, he should adjourn the case until the 21st prox., to enable the defendant to plead his own case. xyxy=(10,34,160,74)
paragraph: Sir Gavan Duffy proceeds to England by mail to-day. xyxy=(642,564,792,584)
paragraph: In one matter, the Timaru Licensing Bench is stricter than our Commissioners. In one of the cases that came before them, they intimated that they would only grant the license on condition that the applicant should be married within a fortnight, to which time the matter has been adjourned. xyxy=(484,857,634,929)
article-headline: SUPPLEMENTARY TELEGRAMS. xyxy=(831,40,919,61)
paragraph: Candidates for the Dunedin Mayoralty are in the field at an unusually early date. Mr. Walter and Mr. Ramsay (both Councillors) are the candidates for the office, and the electors will have an opportunity of testing the election; and both have considerable claims upon the support of the public. Each has proved himself as a Councillor well worthy of the trust that has been reposed in him by the citizens, and as a consequence each will have warm supporters when the election takes place. Mr. Walter is Mr. Ramsay's senior in the Council, and on this account, and having proved himself a very excellent and effective representative, justly claims the support of the ratepayers. If they prove to be the only Candidates, it is anticipated that the contest will prove a very close one; rumor, however, mentions Mr. Fish as being again likely to come forward, and if he does, his chance of election will, I suppose (taking the result of previous contests as a criterion) be better than those of either of his opponents.—'Tuapeka Times.' xyxy=(958,1323,1108,1580)
paragraph: Mr. W. L. Bailey, agent, applied, on behalf of Mr. John Cogan, for permission to the latter to absent himself from his licensed house, the Melbourne Hotel, until the 22nd May prox. Granted accordingly. xyxy=(10,346,160,397)
paragraph: Water Races.—Richard Long, six water rights; R. Mosen and Anton Horaski, renewal of water rights; Daniel Pettigrew, renewal of water rights. xyxy=(326,636,476,677)
paragraph: The 'Guardian' this morning has a strong leader on the Judge granting an order for the inspection of all telegrams necessary to Macassey in Bell's case. Macassey intends moving for rule against the editor to show cause why he should not be committed for contempt. xyxy=(800,99,950,171)
paragraph: The Russian Squadron is about to visit Cowes in July. xyxy=(642,156,792,176)
signature: James Nicholls. Hamilton, April 28, 1874. xyxy=(13,1437,160,1447)
paragraph: Mining Lease Application.—The hearing of the application of Thomas Davies and John Sweeney was adjourned sine die for survey. xyxy=(168,1639,318,1680)
article-headline: MARK TWAIN ON "THE LADIES." xyxy=(977,40,1089,61)
paragraph: Melbourne, April 21.—Nominations for the third and last batch of elections were held last Thursday in 28 districts, returning 37 members. Two only were returned unopposed. Sir James M'Culloch and Mr. John O'Shanassy, both found opponents in journalists: the former is quite secure, the latter is thought rather doubtful, but his friends are confident of success. xyxy=(642,291,792,384)
paragraph: N. P. Fjerring v. Bo Halliday.—Debt, £3 16s. Service not proved. Fresh summons to issue free of costs, except service fee, if demanded. xyxy=(10,187,160,228)
column-3 xyxy=(326,34,476,1588)
